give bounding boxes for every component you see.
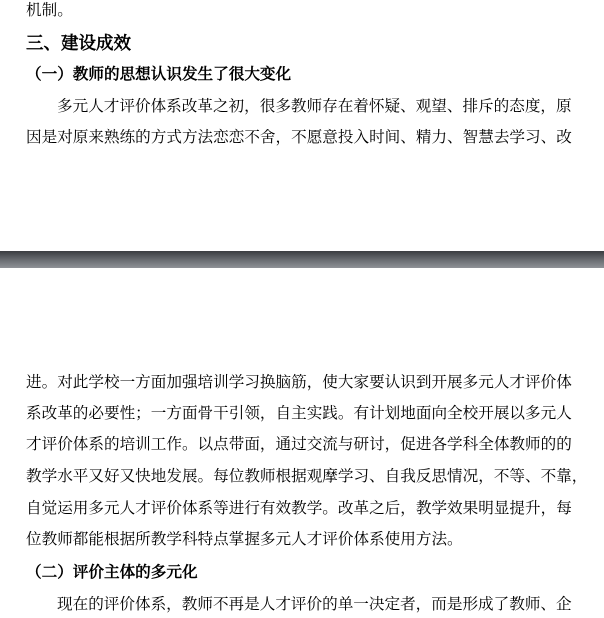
paragraph-line: 系改革的必要性；一方面骨干引领，自主实践。有计划地面向全校开展以多元人 (26, 404, 572, 422)
section-heading: 三、建设成效 (26, 34, 131, 54)
paragraph-line: 教学水平又好又快地发展。每位教师根据观摩学习、自我反思情况，不等、不靠， (26, 467, 588, 485)
page-bottom (0, 268, 604, 618)
paragraph-line: 因是对原来熟练的方式方法恋恋不舍，不愿意投入时间、精力、智慧去学习、改 (26, 128, 572, 146)
paragraph-line: 多元人才评价体系改革之初，很多教师存在着怀疑、观望、排斥的态度，原 (57, 97, 572, 115)
paragraph-line: 位教师都能根据所教学科特点掌握多元人才评价体系使用方法。 (26, 530, 463, 548)
text-line: 机制。 (26, 1, 73, 19)
page-top (0, 0, 604, 251)
subsection-heading: （二）评价主体的多元化 (26, 563, 198, 581)
subsection-heading: （一）教师的思想认识发生了很大变化 (26, 65, 292, 83)
paragraph-line: 自觉运用多元人才评价体系等进行有效教学。改革之后，教学效果明显提升，每 (26, 499, 572, 517)
page-separator (0, 251, 604, 268)
paragraph-line: 现在的评价体系，教师不再是人才评价的单一决定者，而是形成了教师、企 (57, 595, 572, 613)
paragraph-line: 才评价体系的培训工作。以点带面，通过交流与研讨，促进各学科全体教师的的 (26, 435, 572, 453)
paragraph-line: 进。对此学校一方面加强培训学习换脑筋，使大家要认识到开展多元人才评价体 (26, 373, 572, 391)
